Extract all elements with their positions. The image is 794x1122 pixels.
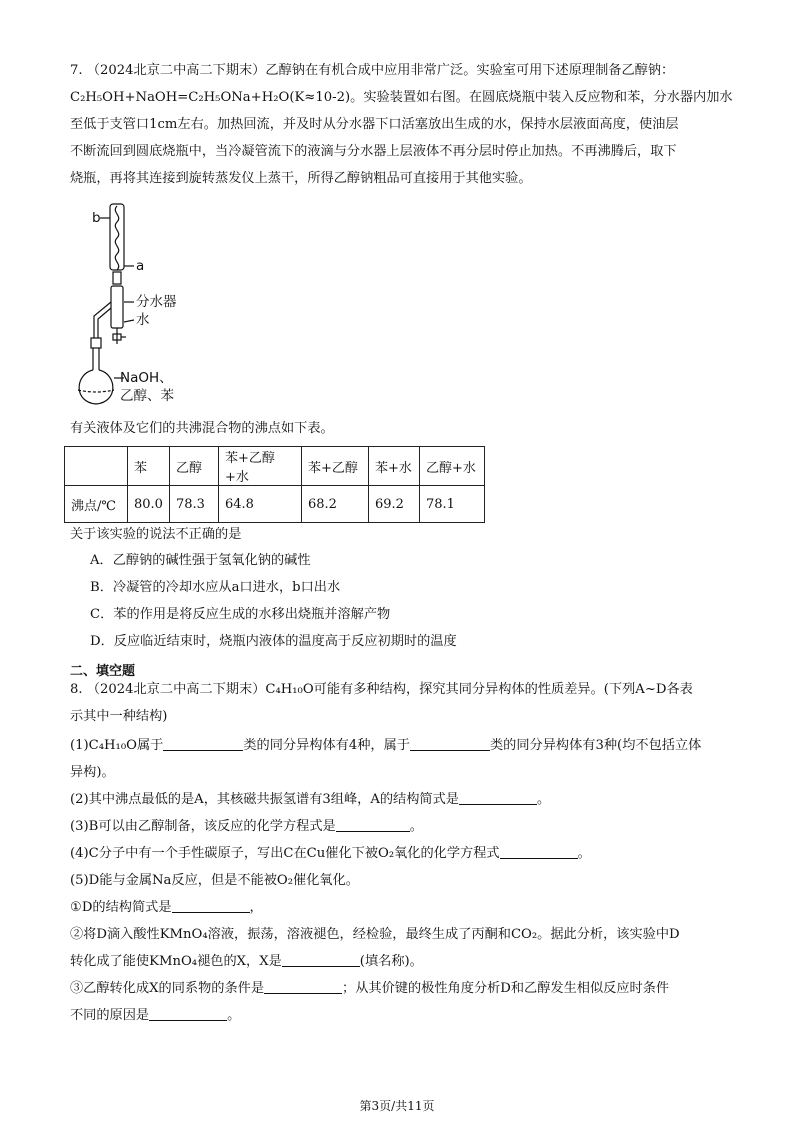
table-header-cell: 乙醇 xyxy=(169,447,218,486)
answer-blank-4[interactable] xyxy=(336,817,410,832)
q8-sub-2c-text: (填名称)。 xyxy=(359,954,423,969)
answer-blank-3[interactable] xyxy=(459,790,537,805)
q7-line-2: C₂H₅OH+NaOH=C₂H₅ONa+H₂O(K≈10-2)。实验装置如右图。在圆底烧瓶中装入反应物和苯，分水器内加水 xyxy=(70,90,733,105)
punct: 。 xyxy=(409,819,423,834)
answer-blank-1[interactable] xyxy=(163,736,243,751)
q8-part-2 xyxy=(70,786,734,813)
table-cell: 78.3 xyxy=(169,486,218,523)
q8-intro-2: 示其中一种结构) xyxy=(70,709,168,724)
punct: 。 xyxy=(577,846,591,861)
table-cell: 64.8 xyxy=(218,486,301,523)
answer-blank-6[interactable] xyxy=(172,898,250,913)
table-header-cell: 苯+乙醇 xyxy=(301,447,368,486)
table-header-cell: 苯 xyxy=(128,447,170,486)
q8-sub-3c-text: 不同的原因是 xyxy=(70,1008,150,1023)
punct: 。 xyxy=(227,1008,241,1023)
q8-sub-3b-text: ；从其价键的极性角度分析D和乙醇发生相似反应时条件 xyxy=(342,981,670,996)
table-header-cell: 乙醇+水 xyxy=(419,447,484,486)
label-water: 水 xyxy=(136,312,150,328)
q8-part-1-text-b: 类的同分异构体有4种，属于 xyxy=(243,738,410,753)
q8-part-1-cont: 异构)。 xyxy=(70,765,115,780)
table-cell: 80.0 xyxy=(128,486,170,523)
q8-sub-2a: ②将D滴入酸性KMnO₄溶液，振荡，溶液褪色，经检验，最终生成了丙酮和CO₂。据此分析，该实验中D xyxy=(70,927,680,942)
punct: ， xyxy=(249,900,263,915)
q8-part-3 xyxy=(70,813,734,840)
q7-stem: 关于该实验的说法不正确的是 xyxy=(70,527,242,542)
table-row xyxy=(65,486,485,523)
page-footer: 第3页/共11页 xyxy=(359,1099,435,1113)
q8-part-3-text: (3)B可以由乙醇制备，该反应的化学方程式是 xyxy=(70,819,336,834)
q8-part-1-text-c: 类的同分异构体有3种(均不包括立体 xyxy=(489,738,702,753)
q8-part-1 xyxy=(70,732,734,759)
table-cell: 78.1 xyxy=(419,486,484,523)
q8-sub-1-text: ①D的结构简式是 xyxy=(70,900,172,915)
answer-blank-2[interactable] xyxy=(410,736,490,751)
q8-sub-2b xyxy=(70,948,734,975)
punct: 。 xyxy=(537,792,551,807)
table-intro: 有关液体及它们的共沸混合物的沸点如下表。 xyxy=(70,421,334,436)
q8-sub-3c xyxy=(70,1002,734,1029)
label-flask-1: NaOH、 xyxy=(120,370,173,386)
section-heading: 二、填空题 xyxy=(70,664,136,679)
table-cell: 68.2 xyxy=(301,486,368,523)
label-separator: 分水器 xyxy=(136,294,177,310)
boiling-point-table xyxy=(64,446,485,523)
answer-blank-7[interactable] xyxy=(282,952,360,967)
q8-part-1-text-a: (1)C₄H₁₀O属于 xyxy=(70,738,164,753)
table-header-row xyxy=(65,447,485,486)
answer-blank-8[interactable] xyxy=(264,979,342,994)
answer-blank-5[interactable] xyxy=(500,844,578,859)
q8-intro-1: 8. （2024北京二中高二下期末）C₄H₁₀O可能有多种结构，探究其同分异构体的性质差异。(下列A~D各表 xyxy=(70,682,693,697)
label-flask-2: 乙醇、苯 xyxy=(120,388,174,404)
q7-line-4: 不断流回到圆底烧瓶中，当冷凝管流下的液滴与分水器上层液体不再分层时停止加热。不再沸腾后，取下 xyxy=(70,144,677,159)
option-a[interactable]: A．乙醇钠的碱性强于氢氧化钠的碱性 xyxy=(90,553,311,568)
option-b[interactable]: B．冷凝管的冷却水应从a口进水，b口出水 xyxy=(90,580,341,595)
q8-part-5: (5)D能与金属Na反应，但是不能被O₂催化氧化。 xyxy=(70,873,359,888)
q7-line-3: 至低于支管口1cm左右。加热回流，并及时从分水器下口活塞放出生成的水，保持水层液面高度，使油层 xyxy=(70,117,679,132)
table-header-cell: 苯+水 xyxy=(368,447,419,486)
table-header-cell: 苯+乙醇+水 xyxy=(218,447,301,486)
table-cell: 69.2 xyxy=(368,486,419,523)
q8-sub-2b-text: 转化成了能使KMnO₄褪色的X，X是 xyxy=(70,954,282,969)
q8-sub-1 xyxy=(70,894,734,921)
label-b: b xyxy=(92,210,101,226)
q8-part-4 xyxy=(70,840,734,867)
q8-part-4-text: (4)C分子中有一个手性碳原子，写出C在Cu催化下被O₂氧化的化学方程式 xyxy=(70,846,500,861)
option-c[interactable]: C．苯的作用是将反应生成的水移出烧瓶并溶解产物 xyxy=(90,607,391,622)
q7-line-5: 烧瓶，再将其连接到旋转蒸发仪上蒸干，所得乙醇钠粗品可直接用于其他实验。 xyxy=(70,171,532,186)
q8-sub-3a-text: ③乙醇转化成X的同系物的条件是 xyxy=(70,981,265,996)
option-d[interactable]: D．反应临近结束时，烧瓶内液体的温度高于反应初期时的温度 xyxy=(90,634,457,649)
label-a: a xyxy=(136,258,145,274)
q8-sub-3a xyxy=(70,975,734,1002)
q8-part-2-text: (2)其中沸点最低的是A，其核磁共振氢谱有3组峰，A的结构简式是 xyxy=(70,792,459,807)
q7-line-1: 7. （2024北京二中高二下期末）乙醇钠在有机合成中应用非常广泛。实验室可用下述原理制备乙醇钠： xyxy=(70,63,675,78)
apparatus-figure xyxy=(70,198,210,413)
table-header-cell xyxy=(65,447,128,486)
answer-blank-9[interactable] xyxy=(149,1006,227,1021)
table-row-label: 沸点/℃ xyxy=(65,486,128,523)
